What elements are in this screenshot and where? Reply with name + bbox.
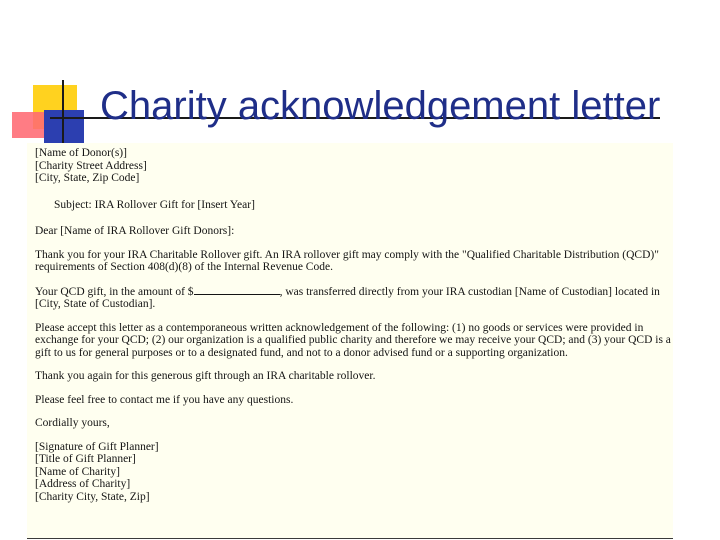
- donor-name-line: [Name of Donor(s)]: [35, 147, 127, 159]
- charity-name-line: [Name of Charity]: [35, 465, 120, 478]
- closing: Cordially yours,: [35, 417, 110, 429]
- amount-label: Your QCD gift, in the amount of $: [35, 285, 194, 298]
- salutation: Dear [Name of IRA Rollover Gift Donors]:: [35, 225, 235, 237]
- paragraph-4: Thank you again for this generous gift through an IRA charitable rollover.: [35, 370, 376, 382]
- subject-line: Subject: IRA Rollover Gift for [Insert Year]: [54, 198, 255, 211]
- charity-city-line: [Charity City, State, Zip]: [35, 490, 150, 503]
- paragraph-3-line-2: exchange for your QCD; (2) our organization is a qualified public charity and therefore we may receive your QCD; and (3) your QCD is a: [35, 334, 671, 346]
- paragraph-1-line-2: requirements of Section 408(d)(8) of the Internal Revenue Code.: [35, 261, 333, 273]
- charity-address-line: [Address of Charity]: [35, 478, 131, 490]
- slide-title: Charity acknowledgement letter: [100, 84, 661, 128]
- paragraph-2-line-2: [City, State of Custodian].: [35, 298, 156, 310]
- paragraph-2-line-1: [35, 285, 673, 299]
- letter-panel: [27, 143, 673, 538]
- paragraph-3-line-1: Please accept this letter as a contemporaneous written acknowledgement of the following: (1) no goods or services were provided in: [35, 321, 644, 334]
- signature-line: [Signature of Gift Planner]: [35, 440, 159, 453]
- charity-street-line: [Charity Street Address]: [35, 159, 147, 172]
- amount-blank: [194, 285, 280, 295]
- paragraph-5: Please feel free to contact me if you have any questions.: [35, 393, 294, 406]
- city-state-zip-line: [City, State, Zip Code]: [35, 172, 140, 184]
- decor-vertical-line: [62, 80, 64, 144]
- paragraph-3-line-3: gift to us for general purposes or to a designated fund, and not to a donor advised fund or a supporting organization.: [35, 346, 568, 359]
- gift-planner-title-line: [Title of Gift Planner]: [35, 453, 136, 465]
- paragraph-1-line-1: Thank you for your IRA Charitable Rollover gift. An IRA rollover gift may comply with the "Qualified Charitable Distribution (QCD)": [35, 248, 659, 261]
- decor-blue-square: [44, 110, 84, 144]
- transfer-text: , was transferred directly from your IRA custodian [Name of Custodian] located in: [279, 285, 660, 298]
- bottom-rule: [27, 538, 673, 539]
